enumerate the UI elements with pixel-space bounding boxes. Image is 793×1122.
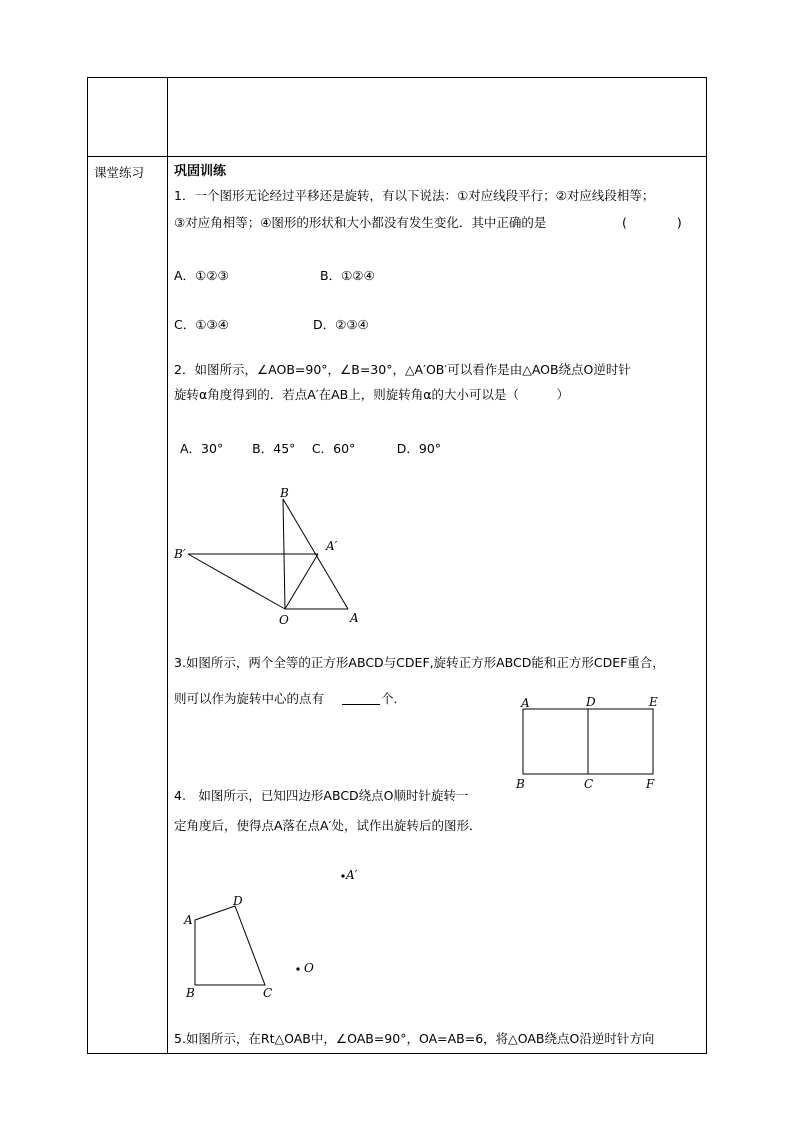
q3-line-2-start: 则可以作为旋转中心的点有 — [174, 691, 325, 706]
q4-label-B: B — [186, 986, 195, 1000]
q3-label-E: E — [649, 695, 658, 709]
q4-line-1: 4. 如图所示，已知四边形ABCD绕点O顺时针旋转一 — [174, 788, 469, 803]
q2-label-O: O — [279, 613, 289, 627]
q2-line-2: 旋转α角度得到的．若点A′在AB上，则旋转角α的大小可以是（ ） — [174, 387, 569, 402]
q4-quadrilateral-ABCD — [195, 906, 265, 985]
q5-line-1: 5.如图所示，在Rt△OAB中，∠OAB=90°，OA=AB=6，将△OAB绕点O沿逆时针方向 — [174, 1031, 655, 1046]
q3-label-C: C — [584, 777, 594, 791]
q4-label-O: O — [304, 961, 314, 975]
q1-answer-paren: ( ) — [622, 215, 682, 230]
q4-label-C: C — [263, 986, 273, 1000]
q2-line-1: 2．如图所示，∠AOB=90°，∠B=30°，△A′OB′可以看作是由△AOB绕点O逆时针 — [174, 362, 631, 377]
q4-line-2: 定角度后，使得点A落在点A′处，试作出旋转后的图形． — [174, 818, 482, 833]
q1-option-b: B．①②④ — [320, 268, 375, 283]
q1-option-a: A．①②③ — [174, 268, 229, 283]
q4-point-O — [296, 967, 299, 970]
q2-label-B-prime: B′ — [174, 547, 186, 561]
q2-label-A: A — [350, 611, 359, 625]
section-title: 巩固训练 — [174, 164, 227, 179]
q2-options: A．30° B．45° C．60° D．90° — [180, 441, 442, 456]
q2-label-B: B — [280, 486, 289, 500]
q4-label-A: A — [184, 913, 193, 927]
q1-option-c: C．①③④ — [174, 317, 229, 332]
q3-label-B: B — [516, 777, 525, 791]
q3-line-1: 3.如图所示，两个全等的正方形ABCD与CDEF,旋转正方形ABCD能和正方形CDEF重合， — [174, 655, 665, 670]
q4-label-A-prime: A′ — [346, 868, 358, 882]
q1-line-1: 1．一个图形无论经过平移还是旋转，有以下说法：①对应线段平行；②对应线段相等； — [174, 188, 655, 203]
q3-label-A: A — [521, 696, 530, 710]
q1-option-d: D．②③④ — [313, 317, 369, 332]
q4-label-D: D — [233, 894, 243, 908]
q1-line-2: ③对应角相等；④图形的形状和大小都没有发生变化．其中正确的是 — [174, 215, 547, 230]
q4-point-A-prime — [341, 874, 344, 877]
q3-line-2-end: 个． — [381, 691, 407, 706]
left-cell-label: 课堂练习 — [94, 165, 145, 180]
q3-label-D: D — [586, 695, 596, 709]
q3-label-F: F — [646, 777, 655, 791]
q2-label-A-prime: A′ — [326, 539, 338, 553]
